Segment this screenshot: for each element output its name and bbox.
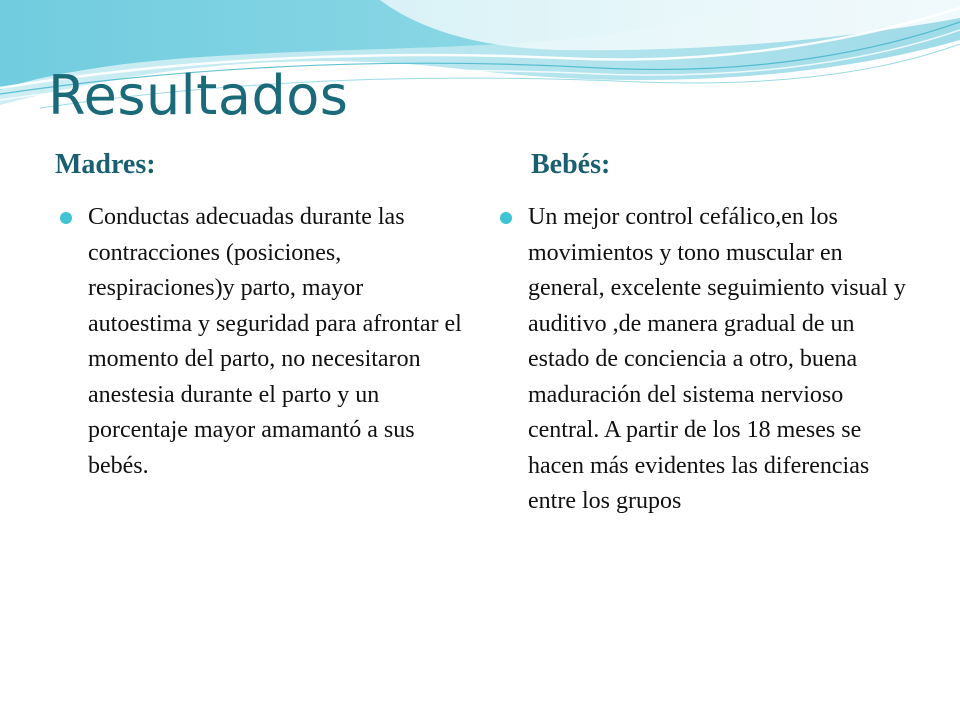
madres-result-text: Conductas adecuadas durante las contracciones (posiciones, respiraciones)y parto, mayor autoestima y seguridad para afrontar el momento del parto, no necesitaron anestesia durante el parto y un porcentaje mayor amamantó a sus bebés. bbox=[88, 204, 462, 479]
bebes-bullet-list bbox=[500, 200, 920, 520]
bullet-dot-icon bbox=[60, 212, 72, 224]
list-item bbox=[60, 200, 470, 484]
bebes-result-text: Un mejor control cefálico,en los movimientos y tono muscular en general, excelente seguimiento visual y auditivo ,de manera gradual de un estado de conciencia a otro, buena maduración del sistema nervioso central. A partir de los 18 meses se hacen más evidentes las diferencias entre los grupos bbox=[528, 204, 906, 514]
list-item bbox=[500, 200, 920, 520]
slide-title: Resultados bbox=[48, 64, 349, 127]
column-heading-madres: Madres: bbox=[55, 149, 156, 180]
column-heading-bebes: Bebés: bbox=[531, 149, 611, 180]
madres-bullet-list bbox=[60, 200, 470, 484]
bullet-dot-icon bbox=[500, 212, 512, 224]
